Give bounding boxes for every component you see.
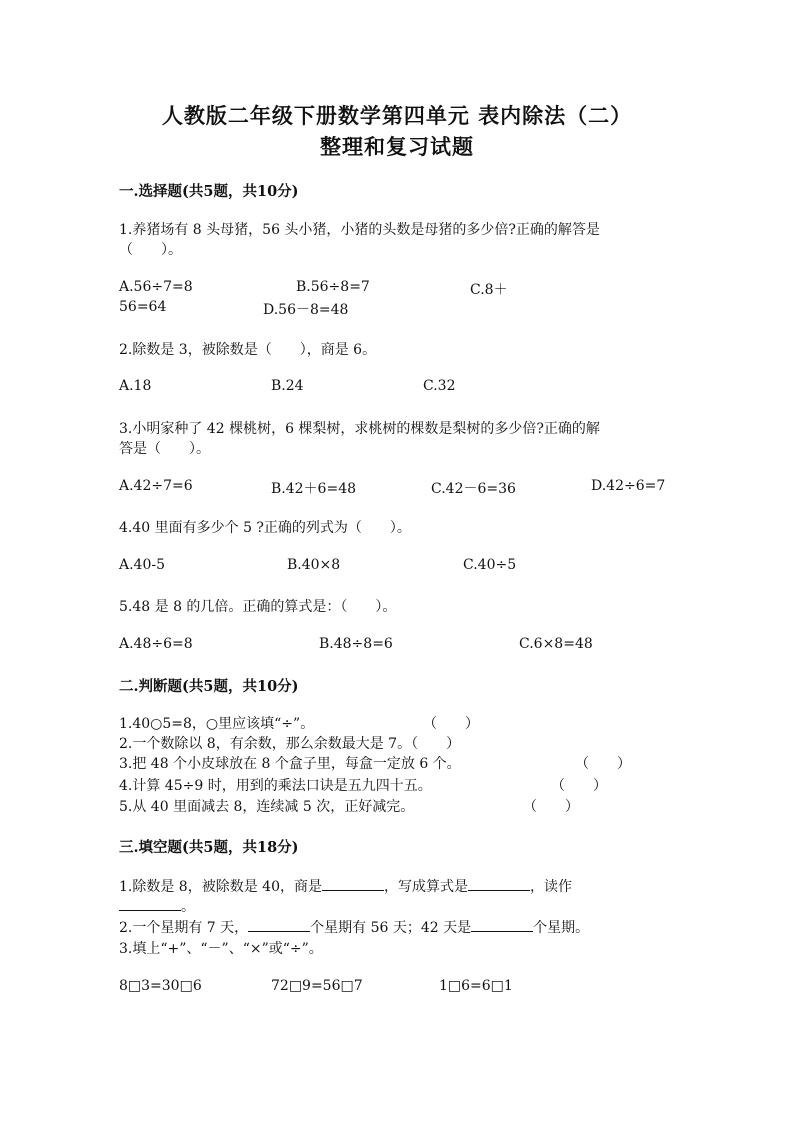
q5-text: 5.48 是 8 的几倍。正确的算式是：（ ）。 (119, 599, 397, 615)
fill-q2-line (119, 917, 589, 937)
q3-text-line2: 答是（ ）。 (119, 441, 210, 457)
fill-q1-part-d: 。 (181, 899, 195, 915)
fill-q2-part-a: 2.一个星期有 7 天， (119, 920, 249, 936)
q3-text-line1: 3.小明家种了 42 棵桃树，6 棵梨树，求桃树的棵数是梨树的多少倍?正确的解 (119, 421, 600, 437)
q2-text: 2.除数是 3，被除数是（ ），商是 6。 (119, 342, 377, 358)
section-choice-heading: 一.选择题(共5题，共10分) (119, 183, 299, 200)
q3-option-c[interactable]: C.42－6=36 (431, 481, 516, 497)
judge-answer-1[interactable]: （ ） (423, 716, 479, 732)
fill-q3-text: 3.填上“+”、“－”、“×”或“÷”。 (119, 941, 323, 957)
q4-option-c[interactable]: C.40÷5 (463, 557, 517, 573)
judge-answer-4[interactable]: （ ） (551, 778, 607, 794)
judge-item-5: 5.从 40 里面减去 8，连续减 5 次，正好减完。 (119, 799, 415, 815)
q3-option-a[interactable]: A.42÷7=6 (119, 478, 193, 494)
q3-option-b[interactable]: B.42＋6=48 (271, 481, 357, 497)
fill-q1-part-c: ，读作 (529, 879, 572, 895)
q4-text: 4.40 里面有多少个 5 ?正确的列式为（ ）。 (119, 520, 411, 536)
fill-q3-expression-3[interactable]: 1□6=6□1 (439, 978, 513, 994)
fill-q1-blank-quotient[interactable] (322, 876, 384, 891)
judge-item-3: 3.把 48 个小皮球放在 8 个盒子里，每盒一定放 6 个。 (119, 756, 461, 772)
q1-option-c-cont[interactable]: 56=64 (119, 299, 167, 315)
fill-q1-blank-reading[interactable] (119, 896, 181, 911)
judge-item-2[interactable]: 2.一个数除以 8，有余数，那么余数最大是 7。（ ） (119, 736, 461, 752)
q4-option-a[interactable]: A.40-5 (119, 557, 166, 573)
fill-q2-blank-42days[interactable] (471, 917, 533, 932)
q1-text-line1: 1.养猪场有 8 头母猪，56 头小猪，小猪的头数是母猪的多少倍?正确的解答是 (119, 222, 600, 238)
judge-answer-3[interactable]: （ ） (575, 756, 631, 772)
q2-option-c[interactable]: C.32 (423, 378, 456, 394)
fill-q2-part-c: 个星期。 (533, 920, 590, 936)
q1-option-b[interactable]: B.56÷8=7 (296, 279, 370, 295)
fill-q3-expression-2[interactable]: 72□9=56□7 (271, 978, 363, 994)
fill-q2-part-b: 个星期有 56 天；42 天是 (310, 920, 472, 936)
q5-option-c[interactable]: C.6×8=48 (519, 636, 593, 652)
q1-option-a[interactable]: A.56÷7=8 (119, 279, 193, 295)
fill-q1-part-a: 1.除数是 8，被除数是 40，商是 (119, 879, 322, 895)
q1-option-c[interactable]: C.8＋ (470, 282, 508, 298)
fill-q2-blank-weeks[interactable] (248, 917, 310, 932)
page-title: 人教版二年级下册数学第四单元 表内除法（二） (161, 103, 633, 128)
judge-item-4: 4.计算 45÷9 时，用到的乘法口诀是五九四十五。 (119, 778, 432, 794)
q5-option-b[interactable]: B.48÷8=6 (319, 636, 393, 652)
fill-q1-part-b: ，写成算式是 (383, 879, 468, 895)
section-judge-heading: 二.判断题(共5题，共10分) (119, 678, 299, 695)
q3-option-d[interactable]: D.42÷6=7 (591, 478, 666, 494)
judge-item-1: 1.40○5=8，○里应该填“÷”。 (119, 716, 315, 732)
q1-text-line2: （ ）。 (119, 242, 182, 258)
q2-option-b[interactable]: B.24 (271, 378, 304, 394)
q2-option-a[interactable]: A.18 (119, 378, 152, 394)
fill-q1-line1 (119, 876, 572, 896)
page-subtitle: 整理和复习试题 (320, 134, 474, 159)
q1-option-d[interactable]: D.56－8=48 (263, 302, 349, 318)
q5-option-a[interactable]: A.48÷6=8 (119, 636, 193, 652)
fill-q1-line2 (119, 896, 195, 916)
judge-answer-5[interactable]: （ ） (523, 799, 579, 815)
fill-q1-blank-equation[interactable] (468, 876, 530, 891)
q4-option-b[interactable]: B.40×8 (287, 557, 341, 573)
section-fill-heading: 三.填空题(共5题，共18分) (119, 839, 299, 856)
fill-q3-expression-1[interactable]: 8□3=30□6 (119, 978, 202, 994)
